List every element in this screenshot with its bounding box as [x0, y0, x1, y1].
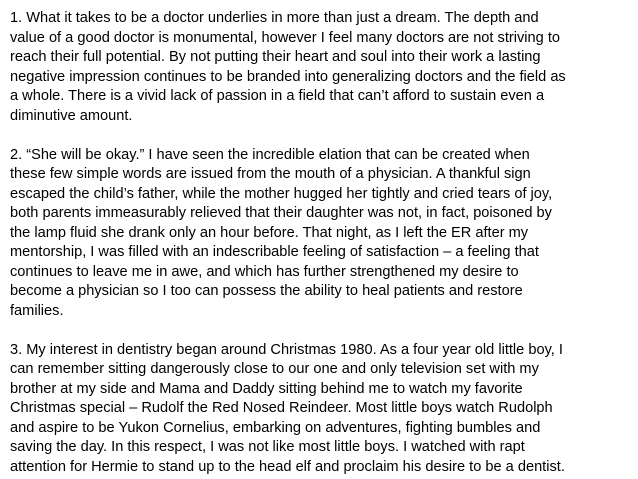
- paragraph-line: saving the day. In this respect, I was not like most little boys. I watched with rapt: [10, 439, 525, 455]
- paragraph-line: become a physician so I too can possess the ability to heal patients and restore: [10, 283, 523, 299]
- paragraph-line: and aspire to be Yukon Cornelius, embarking on adventures, fighting bumbles and: [10, 419, 541, 436]
- document-body: [10, 9, 630, 477]
- paragraph-line: a whole. There is a vivid lack of passion in a field that can’t afford to sustain even a: [10, 88, 545, 104]
- paragraph-line: value of a good doctor is monumental, however I feel many doctors are not striving to: [10, 29, 560, 46]
- paragraph-line: 3. My interest in dentistry began around Christmas 1980. As a four year old little boy, I: [10, 341, 563, 358]
- paragraph-line: families.: [10, 302, 64, 319]
- paragraph-line: reach their full potential. By not putting their heart and soul into their work a lasting: [10, 49, 541, 65]
- paragraph-3: [10, 341, 630, 478]
- paragraph-line: both parents immeasurably relieved that their daughter was not, in fact, poisoned by: [10, 205, 552, 221]
- paragraph-1: [10, 9, 630, 126]
- paragraph-line: attention for Hermie to stand up to the head elf and proclaim his desire to be a dentist.: [10, 458, 565, 475]
- paragraph-line: these few simple words are issued from the mouth of a physician. A thankful sign: [10, 166, 531, 182]
- paragraph-line: 2. “She will be okay.” I have seen the incredible elation that can be created when: [10, 146, 530, 163]
- paragraph-line: negative impression continues to be branded into generalizing doctors and the field as: [10, 68, 566, 85]
- paragraph-2: [10, 146, 630, 322]
- paragraph-line: diminutive amount.: [10, 107, 133, 124]
- paragraph-line: escaped the child’s father, while the mother hugged her tightly and cried tears of joy,: [10, 185, 553, 202]
- paragraph-line: 1. What it takes to be a doctor underlies in more than just a dream. The depth and: [10, 10, 539, 26]
- paragraph-spacer: [10, 126, 630, 146]
- paragraph-line: mentorship, I was filled with an indescribable feeling of satisfaction – a feeling that: [10, 244, 539, 260]
- paragraph-line: Christmas special – Rudolf the Red Nosed Reindeer. Most little boys watch Rudolph: [10, 400, 553, 416]
- paragraph-line: brother at my side and Mama and Daddy sitting behind me to watch my favorite: [10, 380, 523, 397]
- paragraph-line: can remember sitting dangerously close to our one and only television set with my: [10, 361, 539, 377]
- paragraph-line: continues to leave me in awe, and which has further strengthened my desire to: [10, 263, 519, 280]
- paragraph-line: the lamp fluid she drank only an hour before. That night, as I left the ER after my: [10, 224, 529, 241]
- paragraph-spacer: [10, 321, 630, 341]
